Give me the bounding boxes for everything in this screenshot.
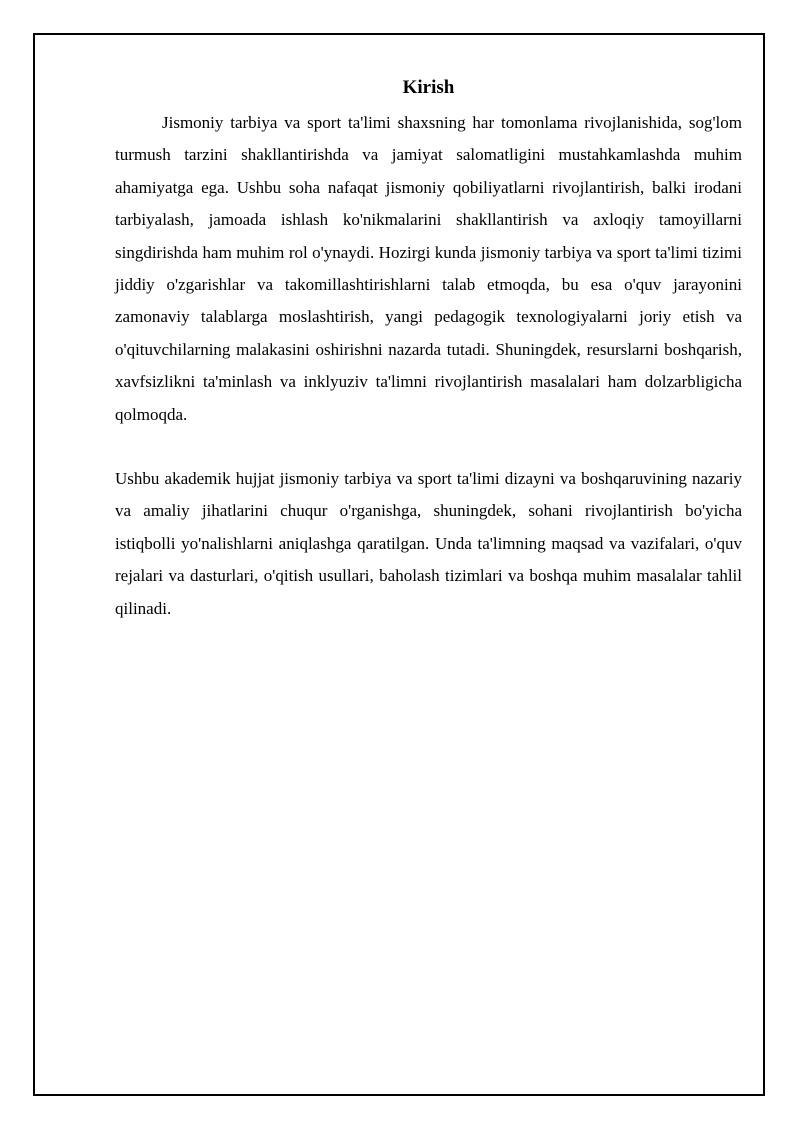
section-heading: Kirish: [402, 77, 455, 98]
paragraph-intro: Jismoniy tarbiya va sport ta'limi shaxsning har tomonlama rivojlanishida, sog'lom turmush tarzini shakllantirishda va jamiyat salomatligini mustahkamlashda muhim ahamiyatga ega. Ushbu soha nafaqat jismoniy qobiliyatlarni rivojlantirish, balki irodani tarbiyalash, jamoada ishlash ko'nikmalarini shakllantirish va axloqiy tamoyillarni singdirishda ham muhim rol o'ynaydi. Hozirgi kunda jismoniy tarbiya va sport ta'limi tizimi jiddiy o'zgarishlar va takomillashtirishlarni talab etmoqda, bu esa o'quv jarayonini zamonaviy talablarga moslashtirish, yangi pedagogik texnologiyalarni joriy etish va o'qituvchilarning malakasini oshirishni nazarda tutadi. Shuningdek, resurslarni boshqarish, xavfsizlikni ta'minlash va inklyuziv ta'limni rivojlantirish masalalari ham dolzarbligicha qolmoqda.: [115, 113, 742, 424]
paragraph-purpose: Ushbu akademik hujjat jismoniy tarbiya va sport ta'limi dizayni va boshqaruvining nazariy va amaliy jihatlarini chuqur o'rganishga, shuningdek, sohani rivojlantirish bo'yicha istiqbolli yo'nalishlarni aniqlashga qaratilgan. Unda ta'limning maqsad va vazifalari, o'quv rejalari va dasturlari, o'qitish usullari, baholash tizimlari va boshqa muhim masalalar tahlil qilinadi.: [115, 469, 742, 618]
document-body: [115, 76, 742, 625]
